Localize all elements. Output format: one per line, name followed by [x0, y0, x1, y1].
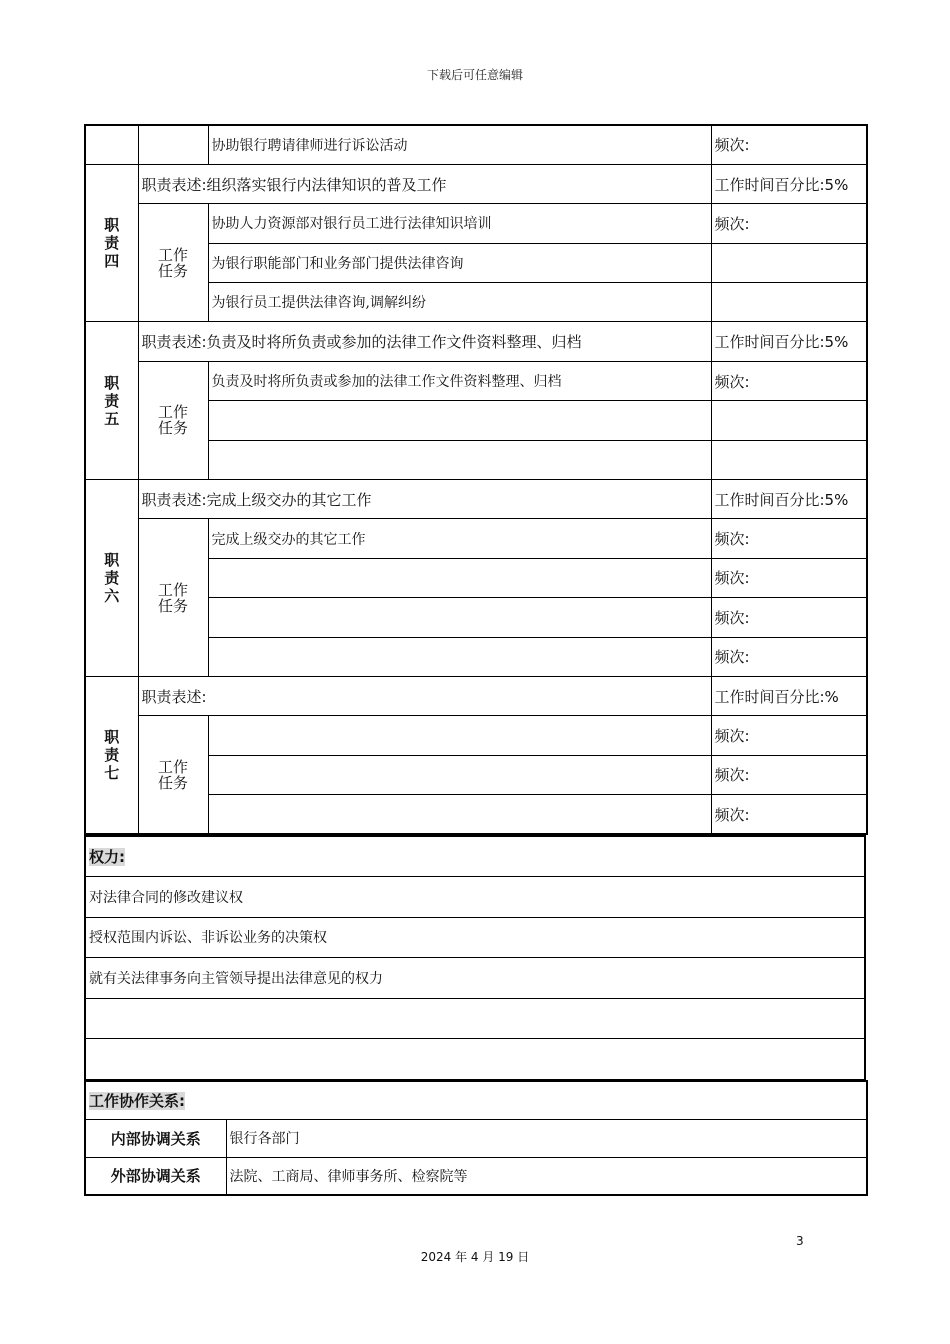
table-row [85, 204, 867, 243]
task-label-text: 工作 任务 [157, 245, 188, 280]
frequency-cell: 频次: [711, 755, 867, 794]
duty-description: 职责表述: [138, 676, 711, 715]
task-cell [208, 755, 711, 794]
power-item: 就有关法律事务向主管领导提出法律意见的权力 [85, 958, 865, 999]
empty-cell [138, 125, 208, 164]
header-note: 下载后可任意编辑 [426, 68, 523, 82]
internal-relations-value: 银行各部门 [226, 1119, 867, 1157]
task-label [138, 519, 208, 677]
footer-date: 2024 年 4 月 19 日 [420, 1250, 530, 1264]
task-cell: 为银行员工提供法律咨询,调解纠纷 [208, 283, 711, 322]
task-cell: 完成上级交办的其它工作 [208, 519, 711, 558]
frequency-cell: 频次: [711, 716, 867, 755]
power-heading [85, 836, 865, 877]
power-heading-text: 权力: [89, 848, 125, 867]
table-row [85, 125, 867, 164]
table-row [85, 322, 867, 361]
duty-description: 职责表述:组织落实银行内法律知识的普及工作 [138, 164, 711, 203]
frequency-cell [711, 283, 867, 322]
table-row [85, 836, 865, 877]
table-row [85, 164, 867, 203]
power-table [84, 835, 866, 1081]
table-row [85, 958, 865, 999]
duty-description: 职责表述:负责及时将所负责或参加的法律工作文件资料整理、归档 [138, 322, 711, 361]
frequency-cell: 频次: [711, 598, 867, 637]
duty-description: 职责表述:完成上级交办的其它工作 [138, 480, 711, 519]
table-row [85, 716, 867, 755]
power-item: 授权范围内诉讼、非诉讼业务的决策权 [85, 917, 865, 958]
frequency-cell: 频次: [711, 637, 867, 676]
task-cell [208, 795, 711, 834]
frequency-cell [711, 440, 867, 479]
relations-heading-text: 工作协作关系: [89, 1091, 185, 1110]
power-item [85, 998, 865, 1039]
task-cell: 协助银行聘请律师进行诉讼活动 [208, 125, 711, 164]
task-label-text: 工作 任务 [157, 580, 188, 615]
frequency-cell: 频次: [711, 795, 867, 834]
task-cell [208, 637, 711, 676]
time-percentage: 工作时间百分比:5% [711, 480, 867, 519]
duty-label-5 [85, 322, 138, 480]
table-row [85, 1081, 867, 1119]
table-row [85, 877, 865, 918]
duty-label-6 [85, 480, 138, 677]
task-label [138, 204, 208, 322]
task-cell: 为银行职能部门和业务部门提供法律咨询 [208, 243, 711, 282]
table-row [85, 676, 867, 715]
table-row [85, 480, 867, 519]
task-label [138, 716, 208, 834]
frequency-cell [711, 243, 867, 282]
power-item [85, 1039, 865, 1080]
frequency-cell: 频次: [711, 204, 867, 243]
empty-cell [85, 125, 138, 164]
duties-table [84, 124, 868, 835]
duty-label-4 [85, 164, 138, 322]
relations-table [84, 1080, 868, 1196]
table-row [85, 519, 867, 558]
relations-heading [85, 1081, 867, 1119]
task-cell [208, 401, 711, 440]
table-row [85, 1157, 867, 1195]
duty-label-text: 职 责 五 [104, 373, 120, 428]
task-cell [208, 558, 711, 597]
internal-relations-label: 内部协调关系 [85, 1119, 226, 1157]
power-item: 对法律合同的修改建议权 [85, 877, 865, 918]
page-number: 3 [796, 1234, 804, 1248]
time-percentage: 工作时间百分比:% [711, 676, 867, 715]
task-cell: 负责及时将所负责或参加的法律工作文件资料整理、归档 [208, 361, 711, 400]
time-percentage: 工作时间百分比:5% [711, 322, 867, 361]
frequency-cell: 频次: [711, 361, 867, 400]
task-cell: 协助人力资源部对银行员工进行法律知识培训 [208, 204, 711, 243]
frequency-cell [711, 401, 867, 440]
duty-label-text: 职 责 六 [104, 550, 120, 605]
task-label [138, 361, 208, 479]
external-relations-value: 法院、工商局、律师事务所、检察院等 [226, 1157, 867, 1195]
table-row [85, 917, 865, 958]
table-row [85, 361, 867, 400]
task-cell [208, 598, 711, 637]
task-cell [208, 716, 711, 755]
frequency-cell: 频次: [711, 519, 867, 558]
external-relations-label: 外部协调关系 [85, 1157, 226, 1195]
table-row [85, 998, 865, 1039]
frequency-cell: 频次: [711, 125, 867, 164]
task-label-text: 工作 任务 [157, 757, 188, 792]
table-row [85, 1039, 865, 1080]
time-percentage: 工作时间百分比:5% [711, 164, 867, 203]
task-cell [208, 440, 711, 479]
table-row [85, 1119, 867, 1157]
duty-label-7 [85, 676, 138, 834]
frequency-cell: 频次: [711, 558, 867, 597]
task-label-text: 工作 任务 [157, 403, 188, 438]
duty-label-text: 职 责 七 [104, 728, 120, 782]
duty-label-text: 职 责 四 [104, 216, 120, 271]
